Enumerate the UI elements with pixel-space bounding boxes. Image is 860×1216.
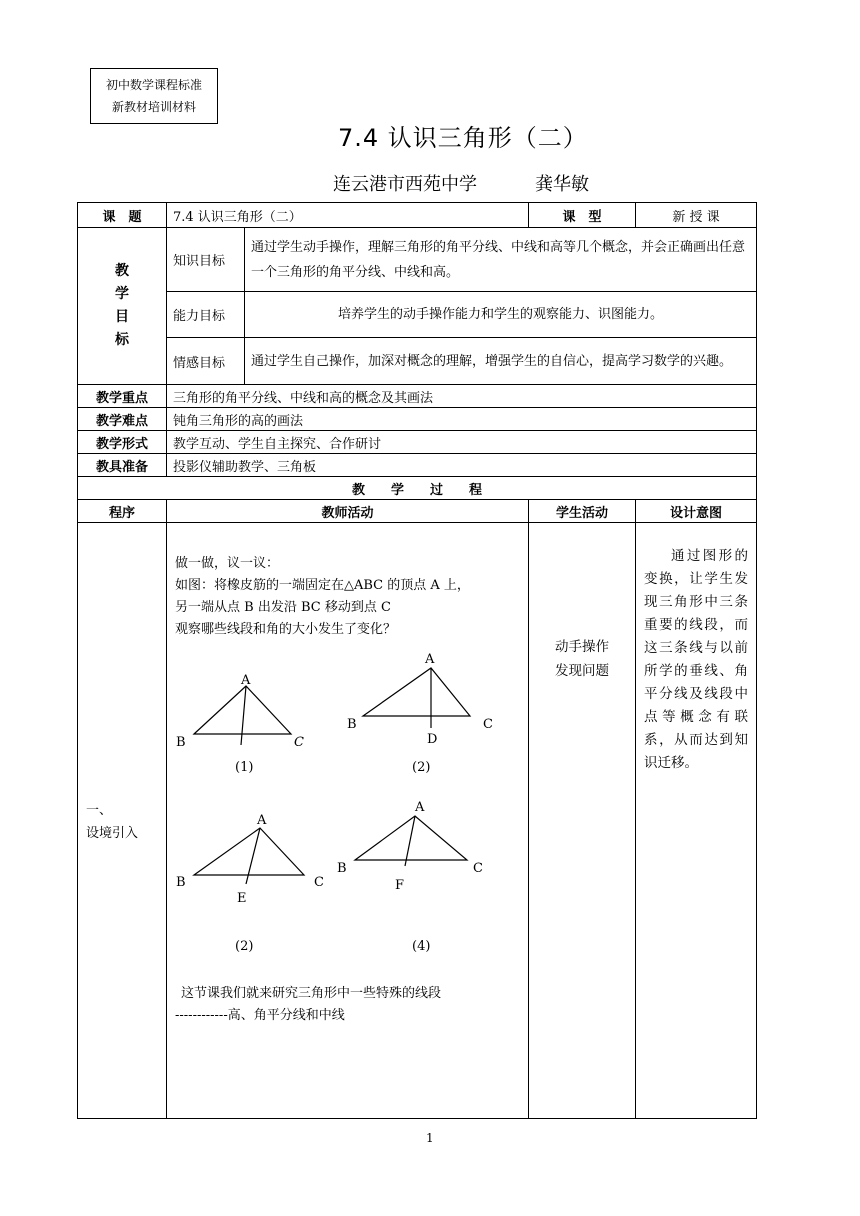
student-line: 动手操作 <box>555 639 609 655</box>
info-row <box>78 385 757 408</box>
goals-char: 标 <box>115 332 129 348</box>
info-label: 教学难点 <box>78 408 167 431</box>
page-number: 1 <box>426 1131 434 1145</box>
info-label: 教学重点 <box>78 385 167 408</box>
info-row <box>78 408 757 431</box>
goal-label: 知识目标 <box>167 228 245 292</box>
triangle-figures <box>167 523 529 1119</box>
point-label-C: C <box>314 875 324 890</box>
info-label: 教具准备 <box>78 454 167 477</box>
point-label-B: B <box>176 875 186 890</box>
type-value: 新 授 课 <box>636 203 757 228</box>
info-row <box>78 431 757 454</box>
process-title: 教 学 过 程 <box>78 477 757 500</box>
step-program <box>78 523 167 1119</box>
point-label-C: C <box>483 717 493 732</box>
goal-row-emotion <box>78 338 757 385</box>
goal-label: 情感目标 <box>167 338 245 385</box>
goal-row-knowledge <box>78 228 757 292</box>
type-label: 课 型 <box>529 203 636 228</box>
point-label-E: E <box>237 891 247 906</box>
goal-text: 培养学生的动手操作能力和学生的观察能力、识图能力。 <box>245 292 757 338</box>
goals-char: 学 <box>115 286 129 302</box>
subtitle <box>333 170 589 196</box>
point-label-C: C <box>473 861 483 876</box>
stamp-line-2: 新教材培训材料 <box>111 100 196 114</box>
point-label-A: A <box>425 652 435 667</box>
teacher-conclusion: ------------高、角平分线和中线 <box>175 1008 345 1023</box>
point-label-A: A <box>257 813 267 828</box>
column-header-row <box>78 500 757 523</box>
triangle-figure-4 <box>355 816 467 866</box>
col-header-step: 程序 <box>78 500 167 523</box>
teaching-goals-label <box>78 228 167 385</box>
design-intent: 通过图形的变换，让学生发现三角形中三条重要的线段，而这三条线与以前所学的垂线、角平分线及线段中点等概念有联系，从而达到知识迁移。 <box>636 523 757 1119</box>
goal-text: 通过学生动手操作，理解三角形的角平分线、中线和高等几个概念，并会正确画出任意一个三角形的角平分线、中线和高。 <box>245 228 757 292</box>
goals-char: 目 <box>115 309 129 325</box>
col-header-intent: 设计意图 <box>636 500 757 523</box>
info-value: 投影仪辅助教学、三角板 <box>167 454 757 477</box>
lesson-plan-table <box>77 202 757 1119</box>
info-row <box>78 454 757 477</box>
figure-caption: (1) <box>235 760 254 775</box>
process-title-row <box>78 477 757 500</box>
student-activity <box>529 523 636 1119</box>
figure-caption: (2) <box>412 760 431 775</box>
teacher-conclusion: 这节课我们就来研究三角形中一些特殊的线段 <box>181 986 442 1001</box>
triangle-figure-1 <box>194 686 291 745</box>
figure-caption: (4) <box>412 939 431 954</box>
info-value: 教学互动、学生自主探究、合作研讨 <box>167 431 757 454</box>
teacher-line: 观察哪些线段和角的大小发生了变化？ <box>175 622 397 637</box>
goal-label: 能力目标 <box>167 292 245 338</box>
topic-row <box>78 203 757 228</box>
step-number: 一、 <box>86 803 113 818</box>
col-header-teacher: 教师活动 <box>167 500 529 523</box>
point-label-D: D <box>427 732 438 747</box>
info-label: 教学形式 <box>78 431 167 454</box>
col-header-student: 学生活动 <box>529 500 636 523</box>
triangle-figure-2 <box>363 668 470 728</box>
teacher-activity <box>167 523 529 1119</box>
topic-label: 课 题 <box>78 203 167 228</box>
point-label-C: C <box>294 735 304 750</box>
goal-row-ability <box>78 292 757 338</box>
author-name: 龚华敏 <box>535 174 589 195</box>
goal-text: 通过学生自己操作，加深对概念的理解，增强学生的自信心，提高学习数学的兴趣。 <box>245 338 757 385</box>
info-value: 三角形的角平分线、中线和高的概念及其画法 <box>167 385 757 408</box>
step-name: 设境引入 <box>86 826 139 841</box>
goals-char: 教 <box>115 263 129 279</box>
triangle-figure-3 <box>194 828 304 884</box>
school-name: 连云港市西苑中学 <box>333 174 477 195</box>
teacher-line: 做一做，议一议： <box>175 556 280 571</box>
point-label-A: A <box>241 673 251 688</box>
point-label-B: B <box>347 717 357 732</box>
student-line: 发现问题 <box>555 663 609 679</box>
topic-value: 7.4 认识三角形（二） <box>167 203 529 228</box>
point-label-B: B <box>337 861 347 876</box>
step-row <box>78 523 757 1119</box>
point-label-F: F <box>395 878 405 893</box>
teacher-line: 如图：将橡皮筋的一端固定在△ABC 的顶点 A 上， <box>175 578 470 593</box>
training-material-stamp <box>90 68 218 124</box>
teacher-line: 另一端从点 B 出发沿 BC 移动到点 C <box>175 600 391 615</box>
info-value: 钝角三角形的高的画法 <box>167 408 757 431</box>
figure-caption: (2) <box>235 939 254 954</box>
page-title: 7.4 认识三角形（二） <box>338 124 588 152</box>
point-label-A: A <box>415 800 425 815</box>
point-label-B: B <box>176 735 186 750</box>
stamp-line-1: 初中数学课程标准 <box>105 78 202 92</box>
